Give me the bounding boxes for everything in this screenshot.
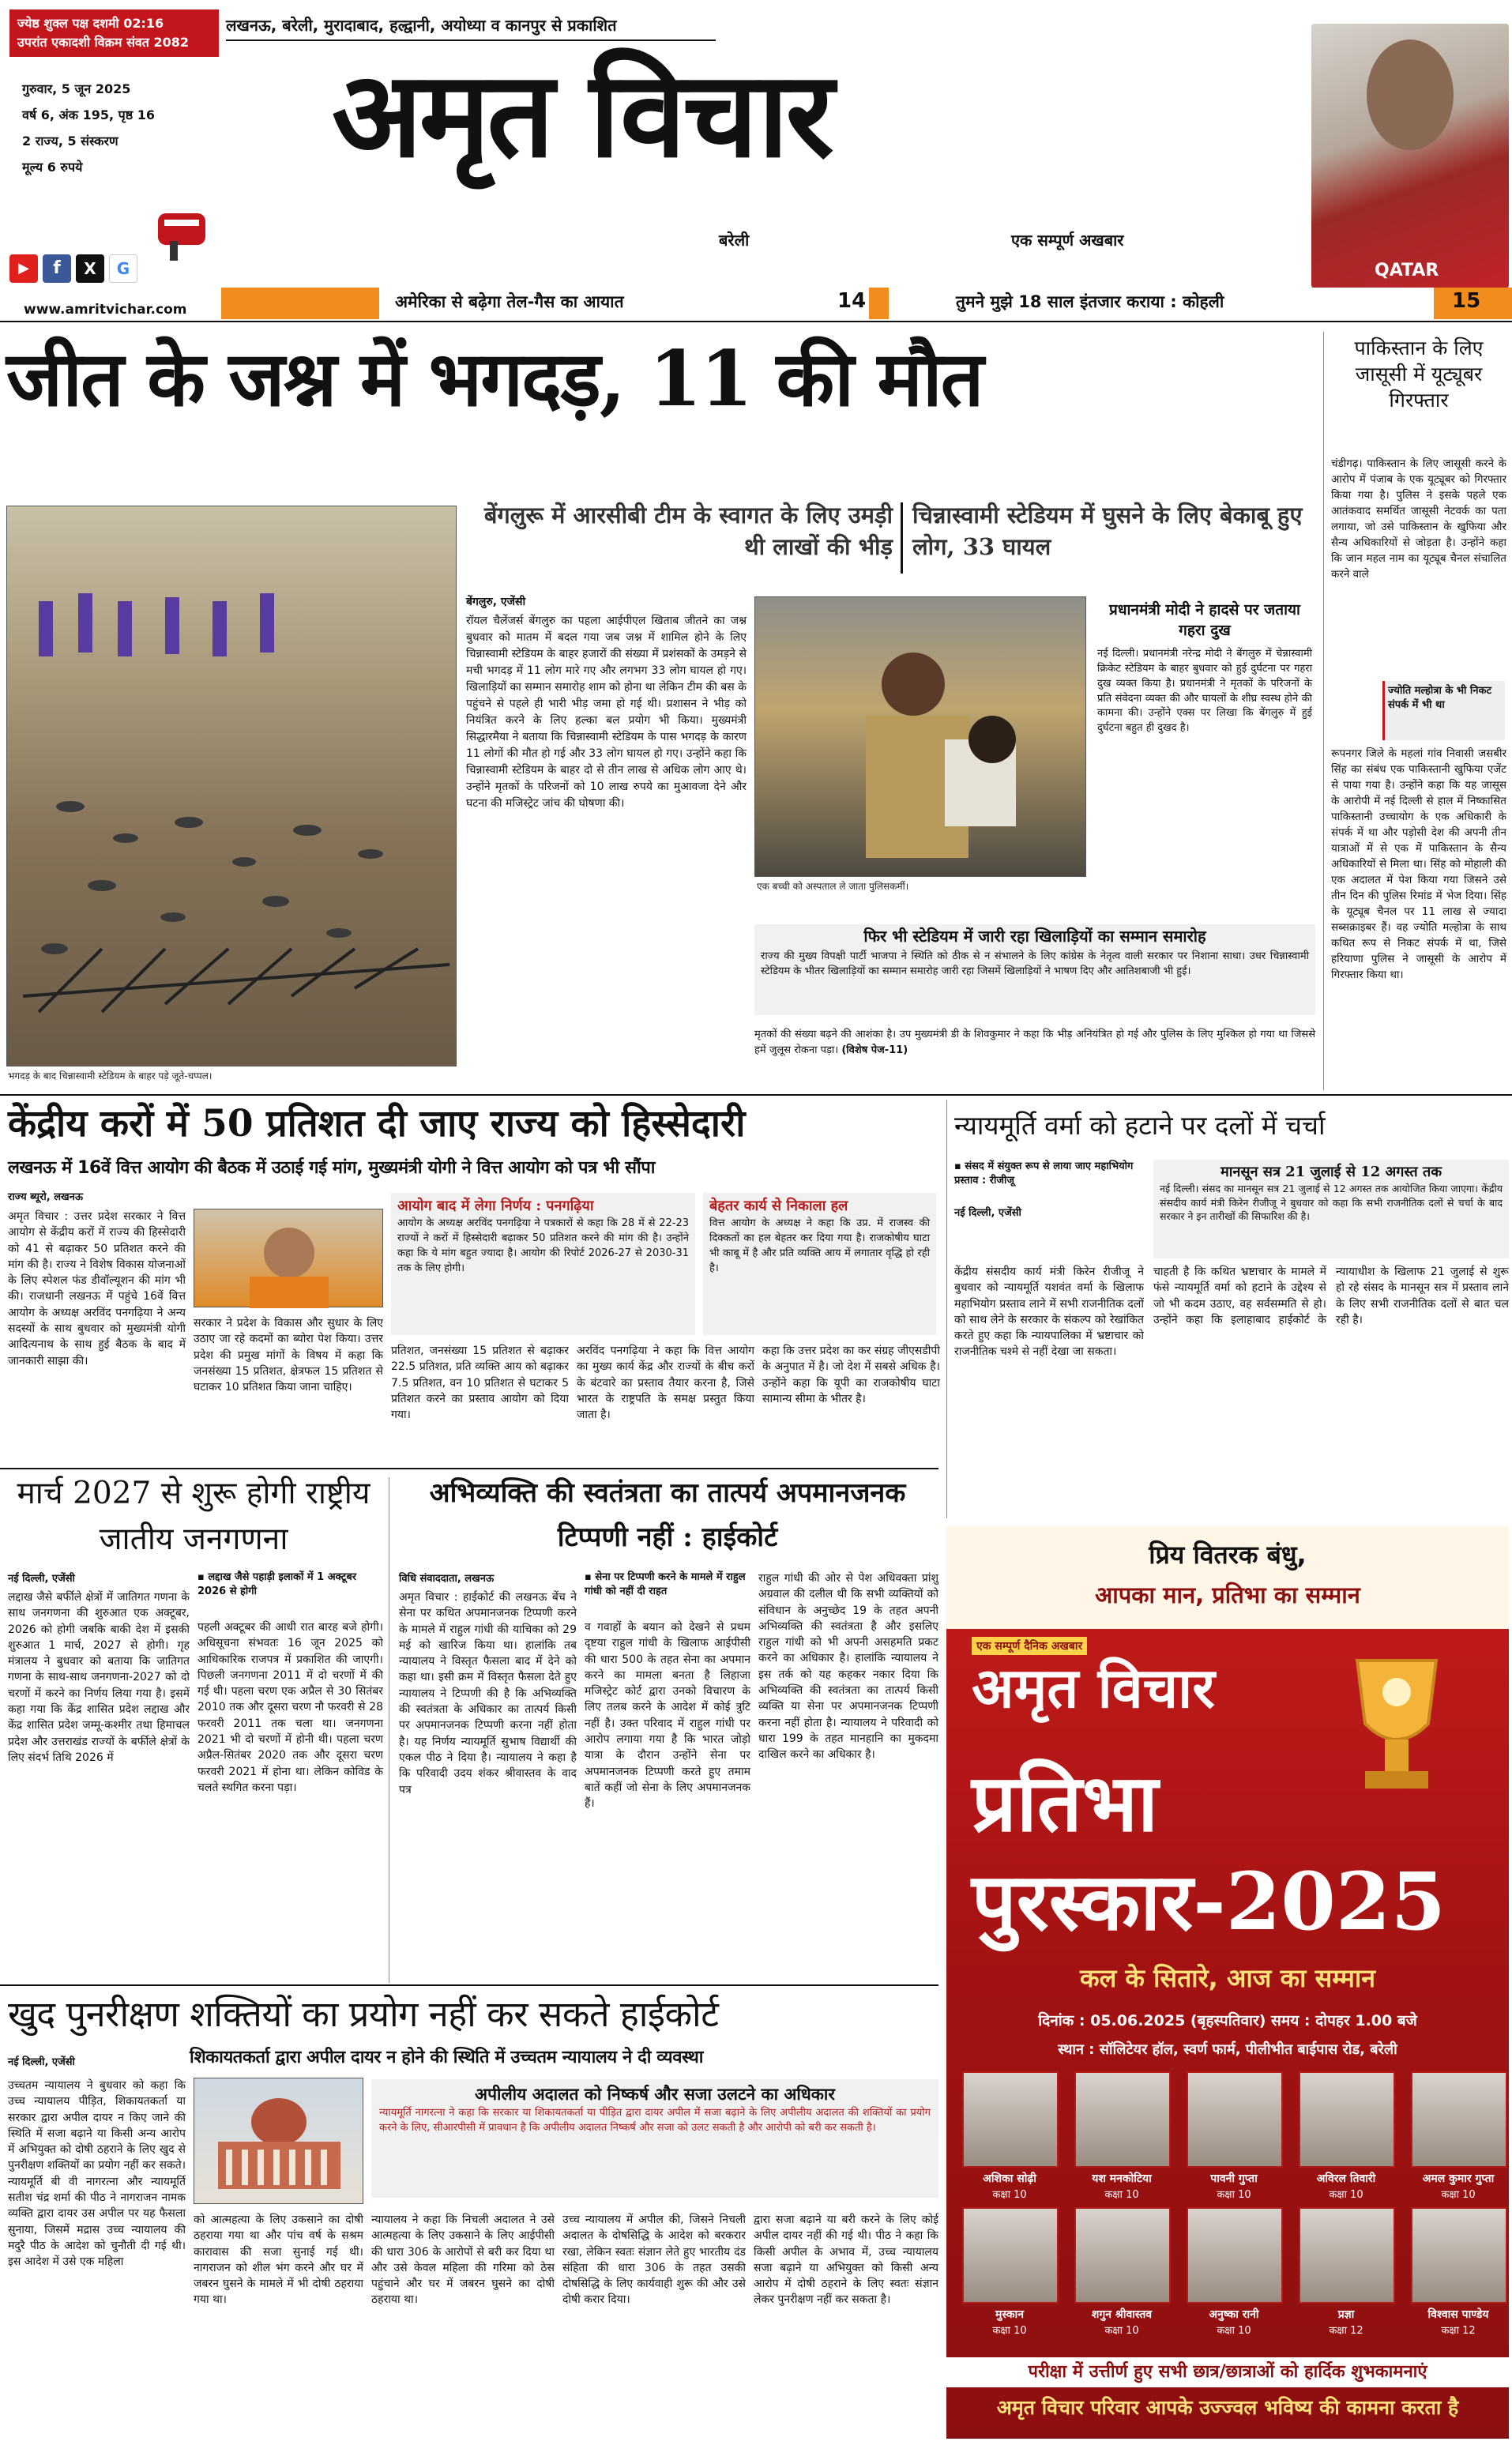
trophy-illustration — [1310, 1645, 1484, 1819]
spy-headline[interactable]: पाकिस्तान के लिए जासूसी में यूट्यूबर गिरफ्तार — [1354, 337, 1484, 412]
yogi-photo — [194, 1209, 383, 1307]
student-name: शगुन श्रीवास्तव — [1091, 2308, 1153, 2321]
student-class: कक्षा 10 — [1217, 2189, 1251, 2201]
student-photo — [1187, 2207, 1283, 2304]
tax-box-2-text: वित्त आयोग के अध्यक्ष ने कहा कि उप्र. में राजस्व की दिक्कतों का हल बेहतर कर दिया गया है। राजकोषीय घाटा भी काबू में है और प्रति व्यक्ति आय में लगातार वृद्धि हो रही है। — [709, 1217, 930, 1274]
ad-date-line: दिनांक : 05.06.2025 (बृहस्पतिवार) समय : दोपहर 1.00 बजे — [1038, 2012, 1417, 2029]
ad-venue-line: स्थान : सॉलिटेयर हॉल, स्वर्ण फार्म, पीलीभीत बाईपास रोड, बरेली — [1058, 2041, 1397, 2058]
court-subhead: शिकायतकर्ता द्वारा अपील दायर न होने की स्थिति में उच्चतम न्यायालय ने दी व्यवस्था — [190, 2048, 704, 2067]
lead-dateline: बेंगलुरु, एजेंसी — [466, 596, 526, 608]
speech-body-1: अमृत विचार : हाईकोर्ट की लखनऊ बेंच ने सेना पर कथित अपमानजनक टिप्पणी करने के मामले में राहुल गांधी की याचिका को 29 मई को खारिज किया था। हालांकि तब न्यायालय ने विस्तृत फैसला बाद में देने को कहा था। इसी क्रम में विस्तृत फैसला देते हुए न्यायालय ने टिप्पणी की है कि अभिव्यक्ति की स्वतंत्रता के अधिकार का तात्पर्य किसी पर अपमानजनक टिप्पणी करना नहीं होता है। यह निर्णय न्यायमूर्ति सुभाष विद्यार्थी की एकल पीठ ने दिया है। न्यायालय ने कहा है कि परिवादी उदय शंकर श्रीवास्तव के वाद पत्र — [399, 1591, 577, 1796]
ad-greeting-box — [946, 1526, 1509, 1629]
monsoon-box-text: नई दिल्ली। संसद का मानसून सत्र 21 जुलाई से 12 अगस्त तक आयोजित किया जाएगा। केंद्रीय संसदीय कार्य मंत्री किरेन रीजीजू ने बुधवार को कहा कि सभी राजनीतिक दलों से चर्चा के बाद सरकार ने इन तारीखों की सिफारिश की है। — [1160, 1183, 1503, 1222]
judge-bullet — [954, 1160, 1156, 1188]
rule — [0, 1094, 1512, 1096]
student-name: प्रज्ञा — [1337, 2308, 1355, 2321]
spy-body-1: चंडीगढ़। पाकिस्तान के लिए जासूसी करने के आरोप में पंजाब के एक यूट्यूबर को गिरफ्तार किया गया है। पुलिस ने इसके पहले एक आतंकवाद समर्थित जासूसी नेटवर्क का पता लगाया, जो उसे पाकिस्तान के खुफिया और सैन्य अधिकारियों से जोड़ता है। उन्होंने कहा कि जान महल नाम का यूट्यूब चैनल संचालित करने वाले — [1331, 457, 1506, 581]
tax-body-1: अमृत विचार : उत्तर प्रदेश सरकार ने वित्त आयोग से केंद्रीय करों में राज्य की हिस्सेदारी को 41 से बढ़ाकर 50 प्रतिशत करने की मांग की है। राज्य ने विशेष विकास योजनाओं के लिए स्पेशल फंड डीवॉल्यूशन की मांग भी की। राजधानी लखनऊ में पहुंचे 16वें वित्त आयोग के अध्यक्ष अरविंद पनगढ़िया ने अन्य सदस्यों के साथ बुधवार को मुख्यमंत्री योगी आदित्यनाथ के साथ हुई बैठक के बाद में जानकारी साझा की। — [8, 1210, 186, 1367]
student-class: कक्षा 10 — [992, 2189, 1027, 2201]
court-dateline: नई दिल्ली, एजेंसी — [8, 2056, 75, 2068]
student-name: अविरल तिवारी — [1316, 2172, 1376, 2185]
ad-title-2: पुरस्कार-2025 — [972, 1855, 1446, 1948]
student-photo — [1074, 2207, 1171, 2304]
speech-dateline: विधि संवाददाता, लखनऊ — [399, 1573, 495, 1585]
court-box-text: न्यायमूर्ति नागरत्ना ने कहा कि सरकार या शिकायतकर्ता या पीड़ित द्वारा दायर अपील में सजा बढ़ाने के लिए अपीलीय अदालत की शक्तियों का प्रयोग करने के लिए, सीआरपीसी में प्रावधान है कि अपीलीय अदालत निष्कर्ष और सजा को उलट सकती है और आरोपी को बरी कर सकती है। — [379, 2107, 931, 2134]
shoes-photo-caption: भगदड़ के बाद चिन्नास्वामी स्टेडियम के बाहर पड़े जूते-चप्पल। — [8, 1070, 213, 1081]
ad-qatar-text: QATAR — [1375, 261, 1439, 280]
newspaper-logo[interactable]: अमृत विचार — [332, 45, 831, 184]
court-body-4: उच्च न्यायालय में अपील की, जिसने निचली अदालत के दोषसिद्धि के आदेश को बरकरार रखा, लेकिन स्वतः संज्ञान लेते हुए भारतीय दंड संहिता की धारा 306 के तहत उसकी दोषसिद्धि के लिए कार्यवाही शुरू की और उसे दोषी करार दिया। — [562, 2214, 746, 2307]
stadium-box-text: राज्य की मुख्य विपक्षी पार्टी भाजपा ने स्थिति को ठीक से न संभालने के लिए कांग्रेस के नेतृत्व वाली सरकार पर निशाना साधा। उधर चिन्नास्वामी स्टेडियम के भीतर खिलाड़ियों का सम्मान समारोह जारी रहा जिसमें खिलाड़ियों ने भाषण दिए और आतिशबाजी भी हुई। — [761, 950, 1309, 977]
student-class: कक्षा 12 — [1441, 2325, 1476, 2337]
deck-divider — [901, 502, 903, 574]
tax-body-5: कहा कि उत्तर प्रदेश का कर संग्रह जीएसडीपी के अनुपात में है। जो देश में सबसे अधिक है। उन्होंने कहा कि यूपी का राजकोषीय घाटा सामान्य सीमा के भीतर है। — [762, 1345, 940, 1405]
student-class: कक्षा 10 — [1217, 2325, 1251, 2337]
facebook-icon[interactable]: f — [43, 254, 71, 283]
court-body-1: उच्चतम न्यायालय ने बुधवार को कहा कि उच्च न्यायालय पीड़ित, शिकायतकर्ता या सरकार द्वारा अपील दायर न किए जाने की स्थिति में सजा बढ़ाने या किसी अन्य आरोप में अभियुक्त को दोषी ठहराने के लिए खुद से पुनरीक्षण शक्तियों का प्रयोग नहीं कर सकते। न्यायमूर्ति बी वी नागरत्ना और न्यायमूर्ति सतीश चंद्र शर्मा की पीठ ने नागराजन नामक व्यक्ति द्वारा दायर उस अपील पर यह फैसला सुनाया, जिसमें मद्रास उच्च न्यायालय की मदुरै पीठ के आदेश को चुनौती दी गई थी। इस आदेश में उसे एक महिला — [8, 2079, 186, 2269]
speech-side-title-text: सेना पर टिप्पणी करने के मामले में राहुल गांधी को नहीं दी राहत — [585, 1571, 746, 1598]
mic-illustration — [134, 205, 221, 261]
tax-subhead: लखनऊ में 16वें वित्त आयोग की बैठक में उठाई गई मांग, मुख्यमंत्री योगी ने वित्त आयोग को पत्र भी सौंपा — [8, 1158, 656, 1178]
judge-body-1: केंद्रीय संसदीय कार्य मंत्री किरेन रीजीजू ने बुधवार को न्यायमूर्ति यशवंत वर्मा के खिलाफ महाभियोग प्रस्ताव लाने में सभी राजनीतिक दलों को साथ लेने के सरकार के संकल्प को रेखांकित करते हुए कहा कि न्यायपालिका में भ्रष्टाचार को राजनीतिक चश्मे से नहीं देखा जा सकता। — [954, 1266, 1144, 1359]
rule — [0, 1468, 938, 1469]
price: मूल्य 6 रुपये — [22, 160, 83, 175]
tax-headline[interactable]: केंद्रीय करों में 50 प्रतिशत दी जाए राज्य को हिस्सेदारी — [8, 1102, 746, 1145]
ad-small-tag: एक सम्पूर्ण दैनिक अखबार — [972, 1637, 1087, 1655]
tax-dateline: राज्य ब्यूरो, लखनऊ — [8, 1191, 84, 1203]
issue-number: वर्ष 6, अंक 195, पृष्ठ 16 — [22, 107, 155, 122]
census-side-title — [197, 1570, 383, 1599]
student-name: अशिका सोढ़ी — [983, 2172, 1036, 2185]
tax-body-3: प्रतिशत, जनसंख्या 15 प्रतिशत से बढ़ाकर 22.5 प्रतिशत, प्रति व्यक्ति आय को बढ़ाकर 7.5 प्रतिशत, वन 10 प्रतिशत से घटाकर 5 प्रतिशत करने का प्रस्ताव आयोग को दिया गया। — [391, 1345, 569, 1422]
judge-body-2: चाहती है कि कथित भ्रष्टाचार के मामले में फंसे न्यायमूर्ति वर्मा को हटाने के उद्देश्य से जो भी कदम उठाए, वह सर्वसम्मति से हो। उन्होंने कहा कि इलाहाबाद हाईकोर्ट के न्यायाधीश के खिलाफ 21 जुलाई से शुरू हो रहे संसद के मानसून सत्र में प्रस्ताव लाने के लिए सभी राजनीतिक दलों से बात चल रही है। — [1153, 1266, 1509, 1326]
shoes-photo — [6, 506, 457, 1066]
ad-bottom-1: परीक्षा में उत्तीर्ण हुए सभी छात्र/छात्राओं को हार्दिक शुभकामनाएं — [946, 2357, 1509, 2387]
state-editions: 2 राज्य, 5 संस्करण — [22, 134, 118, 149]
student-class: कक्षा 10 — [992, 2325, 1027, 2337]
award-ad[interactable] — [946, 1526, 1509, 2439]
student-class: कक्षा 10 — [1329, 2189, 1363, 2201]
tax-box-2 — [703, 1193, 936, 1335]
rule — [0, 1984, 938, 1986]
student-name: यश मनकोटिया — [1092, 2172, 1152, 2185]
face-shape — [1367, 39, 1454, 150]
speech-headline[interactable]: अभिव्यक्ति की स्वतंत्रता का तात्पर्य अपमानजनक टिप्पणी नहीं : हाईकोर्ट — [429, 1477, 906, 1553]
student-photo — [1299, 2071, 1395, 2168]
lead-tail-ref[interactable]: (विशेष पेज-11) — [841, 1044, 908, 1056]
ad-bottom-2: अमृत विचार परिवार आपके उज्ज्वल भविष्य की कामना करता है — [996, 2396, 1459, 2419]
court-box-title: अपीलीय अदालत को निष्कर्ष और सजा उलटने का अधिकार — [475, 2084, 835, 2104]
ad-title-1: प्रतिभा — [972, 1756, 1158, 1849]
lead-deck-right: चिन्नास्वामी स्टेडियम में घुसने के लिए बेकाबू हुए लोग, 33 घायल — [912, 502, 1303, 560]
student-class: कक्षा 10 — [1104, 2189, 1139, 2201]
court-body-2: को आत्महत्या के लिए उकसाने का दोषी ठहराया गया था और पांच वर्ष के सश्रम कारावास की सजा सुनाई गई थी। नागराजन को शील भंग करने और घर में जबरन घुसने के मामले में भी दोषी ठहराया गया था। — [194, 2214, 363, 2307]
editions-line: लखनऊ, बरेली, मुरादाबाद, हल्द्वानी, अयोध्या व कानपुर से प्रकाशित — [226, 16, 617, 35]
speech-body-3: राहुल गांधी की ओर से पेश अधिवक्ता प्रांशु अग्रवाल की दलील थी कि सभी व्यक्तियों को संविधान के अनुच्छेद 19 के तहत अपनी अभिव्यक्ति की स्वतंत्रता है और इसलिए राहुल गांधी को भी अपनी असहमति प्रकट करने का अधिकार है। हालांकि न्यायालय ने इस तर्क को यह कहकर नकार दिया कि अभिव्यक्ति की स्वतंत्रता का तात्पर्य किसी व्यक्ति या सेना पर अपमानजनक टिप्पणी करना नहीं होता है। न्यायालय ने परिवादी को धारा 199 के तहत मानहानि का मुकदमा दाखिल करने का अधिकार है। — [758, 1572, 938, 1762]
census-dateline: नई दिल्ली, एजेंसी — [8, 1573, 75, 1585]
census-body: लद्दाख जैसे बर्फीले क्षेत्रों में जातिगत गणना के साथ जनगणना की शुरुआत एक अक्टूबर, 2026 को होगी जबकि बाकी देश में इसकी शुरुआत 1 मार्च, 2027 से होगी। गृह मंत्रालय ने बुधवार को बताया कि जातिगत गणना के साथ-साथ जनगणना-2027 को दो चरणों में करने का निर्णय लिया गया है। इसमें कहा गया कि केंद्र शासित प्रदेश लद्दाख और केंद्र शासित प्रदेश जम्मू-कश्मीर तथा हिमाचल प्रदेश और उत्तराखंड राज्यों के बर्फीले क्षेत्रों के लिए संदर्भ तिथि 2026 में — [8, 1591, 190, 1764]
stadium-box-title: फिर भी स्टेडियम में जारी रहा खिलाड़ियों का सम्मान समारोह — [863, 927, 1206, 946]
stadium-box — [754, 924, 1315, 1015]
ad-tagline: कल के सितारे, आज का सम्मान — [1080, 1963, 1375, 1993]
teaser-left-page[interactable]: 14 — [837, 289, 867, 313]
column-rule — [946, 1100, 947, 1518]
student-photo — [1299, 2207, 1395, 2304]
student-class: कक्षा 10 — [1441, 2189, 1476, 2201]
panchang-line1: ज्येष्ठ शुक्ल पक्ष दशमी 02:16 — [17, 16, 164, 31]
ad-greeting-2: आपका मान, प्रतिभा का सम्मान — [1095, 1582, 1360, 1608]
rule — [226, 39, 716, 41]
modi-box-title: प्रधानमंत्री मोदी ने हादसे पर जताया गहरा दुख — [1109, 601, 1300, 639]
child-photo-caption: एक बच्ची को अस्पताल ले जाता पुलिसकर्मी। — [757, 881, 909, 892]
student-name: मुस्कान — [995, 2308, 1024, 2321]
tax-box-1 — [391, 1193, 695, 1335]
tax-body-4: अरविंद पनगढ़िया ने कहा कि वित्त आयोग का मुख्य कार्य केंद्र और राज्यों के बीच करों के बंटवारे का प्रस्ताव तैयार करना है, जिसे भारत के राष्ट्रपति के समक्ष प्रस्तुत किया जाता है। — [577, 1345, 754, 1422]
student-photo — [1074, 2071, 1171, 2168]
modi-box — [1094, 596, 1315, 912]
student-name: अमल कुमार गुप्ता — [1422, 2172, 1495, 2185]
bullet-icon: ▪ — [954, 1160, 965, 1172]
tax-box-1-title: आयोग बाद में लेगा निर्णय : पनगढ़िया — [397, 1198, 594, 1214]
teaser-right[interactable]: तुमने मुझे 18 साल इंतजार कराया : कोहली — [956, 292, 1224, 311]
student-photo — [1187, 2071, 1283, 2168]
speech-side-title — [585, 1570, 750, 1599]
x-icon[interactable]: X — [76, 254, 104, 283]
monsoon-box — [1153, 1160, 1509, 1258]
rule — [0, 321, 1512, 322]
website-url[interactable]: www.amritvichar.com — [24, 302, 187, 318]
student-class: कक्षा 12 — [1329, 2325, 1363, 2337]
judge-bullet-text: संसद में संयुक्त रूप से लाया जाए महाभियोग प्रस्ताव : रीजीजू — [954, 1160, 1134, 1187]
supreme-court-photo — [194, 2078, 363, 2204]
youtube-icon[interactable]: ▶ — [9, 254, 38, 283]
panchang-line2: उपरांत एकादशी विक्रम संवत 2082 — [17, 35, 190, 50]
student-grid — [946, 2071, 1509, 2340]
modi-box-text: नई दिल्ली। प्रधानमंत्री नरेन्द्र मोदी ने बेंगलुरु में चेन्नास्वामी क्रिकेट स्टेडियम के बाहर बुधवार को हुई दुर्घटना पर गहरा दुख व्यक्त किया है। प्रधानमंत्री ने मृतकों के परिजनों के प्रति संवेदना व्यक्त की और घायलों के शीघ्र स्वस्थ होने की कामना की। उन्होंने एक्स पर लिखा कि बेंगलुरु में हुई दुर्घटना बहुत ही दुखद है। — [1097, 648, 1312, 735]
google-icon[interactable]: G — [109, 254, 137, 283]
teaser-right-page[interactable]: 15 — [1452, 289, 1481, 313]
bullet-icon: ▪ — [585, 1571, 596, 1583]
tax-box-2-title: बेहतर कार्य से निकाला हल — [709, 1198, 848, 1214]
court-body-3: न्यायालय ने कहा कि निचली अदालत ने उसे आत्महत्या के लिए उकसाने के लिए आईपीसी की धारा 306 के आरोपों से बरी कर दिया था और उसे केवल महिला की गरिमा को ठेस पहुंचाने और घर में जबरन घुसने का दोषी ठहराया था। — [371, 2214, 555, 2307]
monsoon-box-title: मानसून सत्र 21 जुलाई से 12 अगस्त तक — [1220, 1164, 1442, 1180]
spy-box — [1382, 681, 1505, 740]
lead-deck-left: बेंगलुरू में आरसीबी टीम के स्वागत के लिए उमड़ी थी लाखों की भीड़ — [483, 502, 893, 560]
student-name: पावनी गुप्ता — [1210, 2172, 1258, 2185]
student-photo — [1411, 2071, 1507, 2168]
lead-tail — [754, 1027, 1315, 1058]
student-class: कक्षा 10 — [1104, 2325, 1139, 2337]
column-rule — [1323, 332, 1324, 1090]
lead-tail-text: मृतकों की संख्या बढ़ने की आशंका है। उप मुख्यमंत्री डी के शिवकुमार ने कहा कि भीड़ अनियंत्रित हो गई और पुलिस के लिए मुश्किल हो गया था जिससे हमें जुलूस रोकना पड़ा। — [754, 1029, 1315, 1056]
tax-body-2: सरकार ने प्रदेश के विकास और सुधार के लिए उठाए जा रहे कदमों का ब्योरा पेश किया। उत्तर प्रदेश की प्रमुख मांगों के विषय में कहा कि जनसंख्या 15 प्रतिशत, क्षेत्रफल 15 प्रतिशत से घटाकर 10 प्रतिशत किया जाना चाहिए। — [194, 1317, 383, 1394]
speech-body-2: व गवाहों के बयान को देखने से प्रथम दृष्टया राहुल गांधी के खिलाफ आईपीसी की धारा 500 के तहत सेना का अपमान करने का मामला बनता है लिहाजा मजिस्ट्रेट कोर्ट द्वारा उनको विचारण के लिए तलब करने के आदेश में कोई त्रुटि नहीं है। उक्त परिवाद में राहुल गांधी पर आरोप लगाया गया है कि भारत जोड़ो यात्रा के दौरान उन्होंने सेना पर अपमानजनक टिप्पणी करते हुए तमाम बातें कहीं जो सेना के लिए अपमानजनक हैं। — [585, 1621, 750, 1811]
student-photo — [962, 2071, 1059, 2168]
census-headline[interactable]: मार्च 2027 से शुरू होगी राष्ट्रीय जातीय जनगणना — [17, 1476, 370, 1557]
bullet-icon: ▪ — [197, 1571, 209, 1583]
lead-headline[interactable]: जीत के जश्न में भगदड़, 11 की मौत — [6, 334, 983, 423]
lead-body-1: रॉयल चैलेंजर्स बेंगलुरु का पहला आईपीएल खिताब जीतने का जश्न बुधवार को मातम में बदल गया जब जश्न में शामिल होने के लिए चिन्नास्वामी स्टेडियम के बाहर हजारों की संख्या में प्रशंसकों के उमड़ने से मची भगदड़ में 11 लोग मारे गए और लगभग 33 लोग घायल हो गए। खिलाड़ियों का सम्मान समारोह शाम को होना था लेकिन टीम की बस के पहुंचने से पहले ही भारी भीड़ जमा हो गई थी। प्रशासन ने भीड़ को नियंत्रित करने के लिए हल्का बल प्रयोग भी किया। मुख्यमंत्री सिद्धारमैया ने बताया कि चिन्नास्वामी स्टेडियम के पास भगदड़ के कारण 11 लोगों की मौत हो गई और 33 लोग घायल हो गए। उन्होंने कहा कि चिन्नास्वामी स्टेडियम के बाहर दो से तीन लाख से अधिक लोग आए थे। उन्होंने मृतकों के परिजनों को 10 लाख रुपये का मुआवजा देने और घटना की मजिस्ट्रेट जांच की घोषणा की। — [466, 615, 747, 810]
tagline: एक सम्पूर्ण अखबार — [1011, 231, 1124, 250]
social-icons — [9, 254, 137, 283]
kohli-ad-photo — [1311, 24, 1509, 288]
student-photo — [1411, 2207, 1507, 2304]
tax-box-1-text: आयोग के अध्यक्ष अरविंद पनगढ़िया ने पत्रकारों से कहा कि 28 में से 22-23 राज्यों ने करों में हिस्सेदारी बढ़ाकर 50 प्रतिशत करने की मांग की है। उन्होंने कहा कि ये मांग बहुत ज्यादा है। आयोग की रिपोर्ट 2026-27 से 2030-31 तक के लिए होगी। — [397, 1217, 689, 1274]
court-body-5: द्वारा सजा बढ़ाने या बरी करने के लिए कोई अपील दायर नहीं की गई थी। पीठ ने कहा कि किसी अपील के अभाव में, उच्च न्यायालय सजा बढ़ाने या अभियुक्त को किसी अन्य आरोप में दोषी ठहराने के लिए स्वतः संज्ञान लेकर पुनरीक्षण नहीं कर सकता है। — [754, 2214, 938, 2307]
ad-greeting: प्रिय वितरक बंधु, — [1149, 1540, 1307, 1570]
student-photo — [962, 2207, 1059, 2304]
student-name: विश्वास पाण्डेय — [1427, 2308, 1489, 2321]
child-photo — [754, 596, 1086, 877]
judge-headline[interactable]: न्यायमूर्ति वर्मा को हटाने पर दलों में चर्चा — [954, 1110, 1326, 1141]
spy-body-2: रूपनगर जिले के महलां गांव निवासी जसबीर सिंह का संबंध एक पाकिस्तानी खुफिया एजेंट से पाया गया है। उन्होंने कहा कि यह जासूस के आरोपी में नई दिल्ली से हाल में निष्कासित पाकिस्तानी उच्चायोग के एक अधिकारी के संपर्क में था और पड़ोसी देश की अपनी तीन यात्राओं में से एक में पाकिस्तान के सैन्य अधिकारियों से मिला था। सिंह को मोहाली की एक अदालत में पेश किया गया जिसने उसे तीन दिन की पुलिस रिमांड में भेज दिया। सिंह के यूट्यूब चैनल पर 11 लाख से ज्यादा सब्सक्राइबर हैं। वह ज्योति मल्होत्रा के साथ कथित रूप से निकट संपर्क में था, जिसे हरियाणा पुलिस ने जासूसी के आरोप में गिरफ्तार किया था। — [1331, 747, 1506, 981]
judge-dateline: नई दिल्ली, एजेंसी — [954, 1207, 1021, 1219]
ad-brand: अमृत विचार — [972, 1655, 1215, 1721]
court-box — [371, 2079, 938, 2198]
city-name: बरेली — [719, 231, 750, 250]
teaser-left[interactable]: अमेरिका से बढ़ेगा तेल-गैस का आयात — [395, 292, 624, 311]
census-side-body: पहली अक्टूबर की आधी रात बारह बजे होगी। अधिसूचना संभवतः 16 जून 2025 को आधिकारिक राजपत्र में प्रकाशित की जाएगी। पिछली जनगणना 2011 में दो चरणों में की गई थी। पहला चरण एक अप्रैल से 30 सितंबर 2010 तक और दूसरा चरण नौ फरवरी से 28 फरवरी 2011 तक चला था। जनगणना 2021 भी दो चरणों में होनी थी। पहला चरण अप्रैल-सितंबर 2020 तक और दूसरा चरण फरवरी 2021 में होना था। लेकिन कोविड के चलते स्थगित करना पड़ा। — [197, 1621, 383, 1794]
issue-date: गुरुवार, 5 जून 2025 — [22, 81, 131, 96]
census-side-title-text: लद्दाख जैसे पहाड़ी इलाकों में 1 अक्टूबर 2026 से होगी — [197, 1571, 357, 1598]
court-headline[interactable]: खुद पुनरीक्षण शक्तियों का प्रयोग नहीं कर सकते हाईकोर्ट — [8, 1993, 719, 2035]
spy-box-text: ज्योति मल्होत्रा के भी निकट संपर्क में भी था — [1388, 685, 1492, 711]
masthead-meta — [22, 76, 155, 180]
student-name: अनुष्का रानी — [1209, 2308, 1259, 2321]
panchang-box — [9, 9, 219, 57]
